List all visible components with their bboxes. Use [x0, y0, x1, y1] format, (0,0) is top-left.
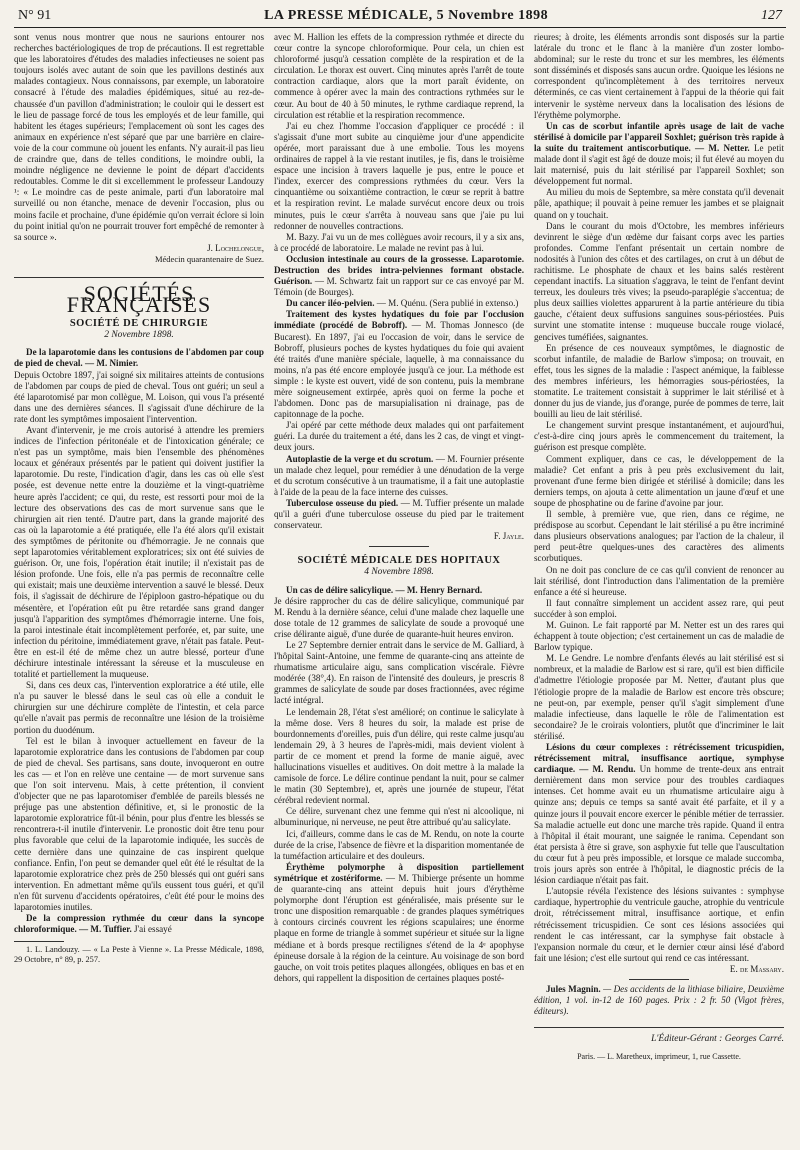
section-title: SOCIÉTÉS FRANÇAISES — [14, 277, 264, 310]
article-heading: De la laparotomie dans les contusions de l'abdomen par coup de pied de cheval. — [14, 347, 264, 369]
footnote: 1. L. Landouzy. — « La Peste à Vienne ». La Presse Médicale, 1898, 29 Octobre, n° 89, p. 257. — [14, 945, 264, 965]
article-heading: De la compression rythmée du cœur dans la syncope chloroformique. — [14, 913, 264, 935]
page-header — [14, 6, 786, 28]
column-3 — [534, 32, 784, 1142]
newspaper-page — [14, 6, 786, 1146]
paragraph-guinon: M. Guinon. Le fait rapporté par M. Netter est un des rares qui échappent à toute objection; c'est certainement un cas de maladie de Barlow typique. — [534, 619, 784, 653]
issue-number: N° 91 — [18, 8, 52, 23]
society-date-chirurgie: 2 Novembre 1898. — [104, 330, 174, 341]
article-occlusion — [274, 254, 524, 298]
paragraph: Ce délire, survenant chez une femme qui n'est ni alcoolique, ni albuminurique, ni nerveuse, ne peut être attribué qu'au salicylate. — [274, 806, 524, 828]
article-heading: Un cas de délire salicylique. — [286, 584, 394, 595]
article-author: — M. Nimier. — [82, 358, 139, 369]
article-text: — M. Schwartz fait un rapport sur ce cas envoyé par M. Témoin (de Bourges). — [274, 276, 524, 298]
columns — [14, 32, 786, 1142]
article-text: — M. Tuffier présente un malade qu'il a guéri d'une tuberculose osseuse du pied par le traitement conservateur. — [274, 497, 524, 531]
paragraph: avec M. Hallion les effets de la compression rythmée et directe du cœur contre la syncope chloroformique. Pour cela, un chien est chloroformé jusqu'à cessation complète de la respiration et de la circulation. Le thorax est ouvert. Cinq minutes après l'arrêt de toute contraction cardiaque, alors que la mort paraît évidente, on commence à opérer avec la main des contractions rythmées sur le cœur. Au bout de 40 à 50 minutes, le rythme cardiaque reprend, la circulation est rétablie et la respiration recommence. — [274, 32, 524, 120]
paragraph-bazy: M. Bazy. J'ai vu un de mes collègues avoir recours, il y a six ans, à ce procédé de laboratoire. Le malade ne revint pas à lui. — [274, 231, 524, 253]
paragraph: En présence de ces nouveaux symptômes, le diagnostic de scorbut infantile, de maladie de Barlow s'imposa; on trouvait, en effet, tous les signes de la maladie : l'aspect anémique, la faiblesse des membres inférieurs, les hémorragies sous-périostées, la stomatite. Le traitement consistait à supprimer le lait stérilisé et à donner du jus de viande, jus d'orange, purée de pommes de terre, lait bouilli au lieu de lait stérilisé. — [534, 342, 784, 420]
article-text: Un homme de trente-deux ans entrait dernièrement dans mon service pour des troubles cardiaques intenses. Cet homme avait eu un rhumatisme articulaire aigu à quinze ans; depuis ce temps sa santé avait été parfaite, et il y a quinze jours il pouvait encore exercer le pénible métier de terrassier. Sa maladie actuelle eut donc une marche très rapide. Quand il entra à l'hôpital il était mourant, une saignée le ranima. Cependant son état persista à être si grave, son asphyxie fut telle que l'auscultation du cœur fut à peu près impossible, et lorsque ce malade succomba, trois jours après son entrée à l'hôpital, le diagnostic précis de la lésion cardiaque n'était pas fait. — [534, 764, 784, 886]
article-heading: Un cas de scorbut infantile après usage de lait de vache stérilisé à domicile par l'appareil Soxhlet; guérison très rapide à la suite du traitement antiscorbutique. — [534, 120, 784, 153]
paragraph: Le changement survint presque instantanément, et aujourd'hui, c'est-à-dire cinq jours après le commencement du traitement, la guérison est presque complète. — [534, 420, 784, 453]
book-notice — [534, 984, 784, 1017]
column-1 — [14, 32, 264, 1142]
article-compression — [14, 913, 264, 935]
article-heading: Érythème polymorphe à disposition partiellement symétrique et zostériforme. — [274, 861, 524, 883]
divider — [369, 546, 429, 547]
paragraph: Dans le courant du mois d'Octobre, les membres inférieurs devinrent le siège d'un œdème dur faisant corps avec les parties profondes. Comme l'enfant présentait un certain nombre de nodosités à l'union des côtes et des cartilages, on crut à un début de rachitisme. Le phosphate de chaux et les bains salés restèrent cependant inactifs. La situation s'aggrava, le teint de l'enfant devint terreux, les douleurs très vives; la pseudo-paraplégie s'accentua; de plus deux saillies violettes apparurent à la partie antérieure du tibia gauche, c'étaient deux suffusions sanguines sous-périostées. Puis survint une stomatite intense : muqueuse buccale rouge violacé, gencives tuméfiées, saignantes. — [534, 220, 784, 342]
paragraph: J'ai opéré par cette méthode deux malades qui ont parfaitement guéri. La durée du traitement a été, dans les 2 cas, de vingt et vingt-deux jours. — [274, 420, 524, 453]
footnote-divider — [14, 941, 64, 942]
paragraph: Il semble, à première vue, que rien, dans ce régime, ne prédispose au scorbut. Cependant le lait stérilisé a pu être incriminé dans plusieurs observations analogues; par l'action de la chaleur, il perd peut-être quelques-unes des caractères des aliments scorbutiques. — [534, 509, 784, 564]
signature-lochelongue: J. Lochelongue, — [207, 242, 264, 253]
paragraph: Je désire rapprocher du cas de délire salicylique, communiqué par M. Rendu à la dernière séance, celui d'une malade chez laquelle une dose totale de 12 grammes de salicylate de soude a provoqué une crise délirante aiguë, d'une durée de quarante-huit heures environ. — [274, 595, 524, 639]
editor-line: L'Éditeur-Gérant : Georges Carré. — [534, 1027, 784, 1045]
divider — [629, 979, 689, 980]
article-tuberculose — [274, 498, 524, 531]
paragraph: Ici, d'ailleurs, comme dans le cas de M. Rendu, on note la courte durée de la crise, l'absence de fièvre et la disparition momentanée de la tuméfaction articulaire et des douleurs. — [274, 828, 524, 861]
article-heading: Autoplastie de la verge et du scrotum. — [286, 453, 434, 464]
article-coeur — [534, 742, 784, 886]
signature-massary: E. de Massary. — [729, 963, 784, 974]
article-text: J'ai essayé — [131, 924, 172, 935]
paragraph: Avant d'intervenir, je me crois autorisé à attendre les premiers indices de l'infection péritonéale et de l'intoxication générale; ce n'est pas un symptôme, mais bien l'ensemble des phénomènes locaux et généraux présentés par le patient qui doivent justifier la laparotomie. Du reste, l'indication d'agir, dans les cas où elle s'est posée, est devenue nette entre la douzième et la vingt-quatrième heure après l'accident; ce qui, du reste, est ressorti pour moi de la lecture des observations des cas de mort survenue sans que le chirurgien ait rien tenté. D'autre part, dans la grande majorité des cas où la laparotomie a été pratiquée, elle l'a été alors qu'il existait des symptômes de péritonite ou d'hémorragie. Je ne connais que sept laparotomies véritablement exploratrices; six ont été suivies de guérison. Or, une fois, l'opération était inutile; il n'existait pas de lésion profonde. Une fois, elle n'a pas permis de reconnaître celle qui existait; mais une deuxième intervention a sauvé le blessé. Deux fois, il s'agissait de déchirure de l'épiploon gastro-hépatique ou du mésentère, et l'opération eût pu être retardée sans grand danger jusqu'à l'apparition des symptômes d'hémorragie interne. Une fois, la paroi intestinale était incomplètement perforée, et, par suite, une infection du péritoine, immédiatement grave, n'était pas fatale. Peut-être en est-il été de même chez un autre blessé, porteur d'une déchirure intestinale intéressant la séreuse et la musculeuse en totalité et partiellement la muqueuse. — [14, 425, 264, 680]
paragraph: On ne doit pas conclure de ce cas qu'il convient de renoncer au lait stérilisé, dont l'introduction dans l'alimentation de la première enfance a été si heureuse. — [534, 564, 784, 597]
paragraph: Il faut connaître simplement un accident assez rare, qui peut succéder à son emploi. — [534, 597, 784, 619]
society-title-hopitaux: SOCIÉTÉ MÉDICALE DES HOPITAUX — [297, 555, 501, 567]
article-text: — M. Quénu. (Sera publié in extenso.) — [374, 298, 519, 309]
article-text: — M. Thibierge présente un homme de quarante-cinq ans atteint depuis huit jours d'érythème polymorphe dont l'éruption est généralisée, mais présente sur le tronc une disposition remarquable : de grandes plaques symétriques à contours circinés couvrent les régions scapulaires; une énorme plaque en forme de triangle à sommet supérieur et située sur la ligne médiane et à bords presque rectilignes s'étend de la 4ᵉ apophyse épineuse dorsale à la région de la ceinture. Au voisinage de son bord gauche, on voit trois petites plaques allongées, obliques en bas et en dehors, qui rappellent la disposition de certaines plaques posté- — [274, 872, 524, 983]
article-heading: Lésions du cœur complexes : rétrécissement tricuspidien, rétrécissement mitral, insuffisance aortique, symphyse cardiaque. — [534, 742, 784, 775]
article-erytheme — [274, 862, 524, 984]
journal-title: LA PRESSE MÉDICALE, 5 Novembre 1898 — [264, 8, 549, 23]
paragraph: Si, dans ces deux cas, l'intervention exploratrice a été utile, elle n'a pu sauver le blessé dans le seul cas où elle a conduit le chirurgien sur une déchirure complète de l'intestin, et cela parce qu'elle n'avait pas permis de reconnaître une lésion de la troisième portion du duodénum. — [14, 680, 264, 735]
paragraph: Le 27 Septembre dernier entrait dans le service de M. Galliard, à l'hôpital Saint-Antoine, une femme de quarante-cinq ans atteinte de rhumatisme articulaire aigu, sans complication viscérale. Fièvre modérée (38°,4). En raison de l'intensité des douleurs, je prescris 8 grammes de salicylate de soude par doses fractionnées, avec régime lacté intégral. — [274, 639, 524, 706]
printer-line: Paris. — L. Maretheux, imprimeur, 1, rue Cassette. — [577, 1052, 741, 1062]
column-2 — [274, 32, 524, 1142]
article-author: — M. Netter. — [690, 142, 750, 153]
society-date-hopitaux: 4 Novembre 1898. — [364, 567, 434, 578]
article-heading: Traitement des kystes hydatiques du foie par l'occlusion immédiate (procédé de Bobroff). — [274, 309, 524, 331]
paragraph: Comment expliquer, dans ce cas, le développement de la maladie? Cet enfant a pris à peu près exclusivement du lait, provenant d'une ferme bien dirigée et stérilisé à domicile; dans les derniers temps, on ajouta à cette alimentation un jaune d'œuf et une soupe de phosphatine ou de farine d'avoine par jour. — [534, 453, 784, 508]
page-number: 127 — [760, 8, 782, 23]
article-scorbut — [534, 121, 784, 188]
article-author: — M. Henry Bernard. — [393, 584, 483, 595]
article-kystes — [274, 309, 524, 420]
article-autoplastie — [274, 454, 524, 498]
paragraph: L'autopsie révéla l'existence des lésions suivantes : symphyse cardiaque, hypertrophie du ventricule gauche, atrophie du ventricule droit, rétrécissement mitral, insuffisance aortique, et enfin rétrécissement tricuspidien. Ce sont ces lésions associées qui rendent le cas intéressant, car la symphyse fait obstacle à l'expansion normale du cœur, et le dernier cœur ainsi lésé d'abord fait une lésion; c'est elle surtout qui rend ce cas intéressant. — [534, 886, 784, 963]
signature-jayle: F. Jayle. — [493, 531, 524, 542]
paragraph: Le lendemain 28, l'état s'est amélioré; on continue le salicylate à la même dose. Vers 8 heures du soir, la malade est prise de bourdonnements d'oreilles, puis d'un délire, qui reste calme jusqu'au lendemain 29, à 3 heures de l'après-midi, mais devient violent à partir de ce moment et prend la forme de manie aiguë, avec hallucinations visuelles et auditives. On doit mettre à la malade la camisole de force. Le délire continue pendant la nuit, pour se calmer le matin (30 Septembre), et, après une journée de stupeur, l'état cérébral redevient normal. — [274, 706, 524, 806]
society-title-chirurgie: SOCIÉTÉ DE CHIRURGIE — [69, 318, 209, 330]
article-cancer — [274, 298, 524, 309]
article-heading: Du cancer iléo-pelvien. — [286, 298, 375, 309]
article-text: — M. Fournier présente un malade chez lequel, pour remédier à une dénudation de la verge et du scrotum consécutive à un traumatisme, il a fait une autoplastie à l'aide de la peau de la face interne des cuisses. — [274, 453, 524, 497]
article-author: — M. Tuffier. — [76, 924, 132, 935]
paragraph-legendre: M. Le Gendre. Le nombre d'enfants élevés au lait stérilisé est si nombreux, et la maladie de Barlow est si rare, qu'il est bien difficile d'admettre l'étiologie proposée par M. Netter, d'autant plus que l'étiologie propre de la maladie de Barlow est encore très obscure; ne peut-on, par exemple, penser qu'il s'agit simplement d'une maladie infectieuse, dans laquelle le rôle de l'alimentation est secondaire? Je le croirais volontiers, plutôt que d'incriminer le lait stérilisé. — [534, 653, 784, 741]
article-text: Le petit malade dont il s'agit est âgé de douze mois; il fut élevé au moyen du lait maternisé, puis du lait stérilisé par l'appareil Soxhlet; son développement fut normal. — [534, 142, 784, 187]
article-laparotomie — [14, 347, 264, 369]
article-text: — M. Thomas Jonnesco (de Bucarest). En 1897, j'ai eu l'occasion de voir, dans le service de Bobroff, plusieurs poches de kystes hydatiques du foie qui avaient été traités d'une manière spéciale, laquelle, à ma connaissance du moins, n'a pas été encore employée jusqu'à ce jour. La méthode est simple : le kyste est ouvert, vidé de son contenu, puis la membrane mère soigneusement extirpée, après quoi on ferme la poche et l'abdomen. Donc pas de marsupialisation ni drainage, pas de capitonnage de la poche. — [274, 320, 524, 420]
paragraph: Depuis Octobre 1897, j'ai soigné six militaires atteints de contusions de l'abdomen par coups de pied de cheval. Tous ont guéri; un seul a été laparotomisé par mon collègue, M. Loison, qui vous l'a présenté dans une des dernières séances. Il s'agissait d'une déchirure de la rate dont les symptômes imposaient l'intervention. — [14, 369, 264, 424]
paragraph: Au milieu du mois de Septembre, sa mère constata qu'il devenait pâle, apathique; il pouvait à peine remuer les jambes et se plaignait quand on y touchait. — [534, 187, 784, 220]
article-author: — M. Rendu. — [575, 764, 636, 775]
paragraph: Tel est le bilan à invoquer actuellement en faveur de la laparotomie exploratrice dans les contusions de l'abdomen par coup de pied de cheval. Ses partisans, sans doute, invoqueront en outre les cas — et l'on en relève une centaine — de mort survenue sans que l'on soit intervenu. Mais, à cette prétention, il convient d'objecter que ne pas laparotomiser d'emblée de pareils blessés ne préjuge pas une abstention définitive, et, si le pronostic de la laparotomie exploratrice fût-il bénin, pour plus d'entre les blessés se rencontrera-t-il inutile d'intervenir. Le pronostic doit être tenu pour plus favorable que celui de la laparotomie indiquée, les succès de cette dernière dans une quinzaine de cas inspirent quelque confiance. Enfin, l'on peut se demander quel eût été le résultat de la laparotomie exploratrice chez près de 250 blessés qui ont guéri sans intervention. En admettant même qu'ils eussent tous guéri, et qu'il n'en fût survenu d'accidents opératoires, c'eût été pour le moins des laparotomies inutiles. — [14, 735, 264, 913]
book-author: Jules Magnin. — [546, 983, 601, 994]
article-delire — [274, 585, 524, 596]
article-heading: Occlusion intestinale au cours de la grossesse. Laparotomie. Destruction des brides intra-pelviennes formant obstacle. Guérison. — [274, 253, 524, 287]
book-text: — Des accidents de la lithiase biliaire, Deuxième édition, 1 vol. in-12 de 160 pages. Prix : 2 fr. 50 (Vigot frères, éditeurs). — [534, 983, 784, 1017]
intro-text: sont venus nous montrer que nous ne saurions entourer nos recherches bactériologiques de trop de précautions. Il est regrettable que les laboratoires d'études des maladies infectieuses ne soient pas toujours isolés avec autant de soin que les pavillons destinés aux malades contagieux. Nous connaissons, par exemple, un laboratoire consacré à l'étude des maladies épidémiques, situé au rez-de-chaussée d'un pavillon d'administration; le couloir qui le dessert est le lieu de passage forcé de tous les employés et de leur famille, qui habitent les étages supérieurs; l'emplacement où sont les cages des animaux en expérience n'est séparé que par une barrière en claire-voie de la cour commune où jouent les enfants. N'y aurait-il pas lieu de craindre que, dans de telles conditions, le moindre oubli, la moindre négligence ne devienne le point de départ d'accidents redoutables. Comme le dit si excellemment le professeur Landouzy ¹: « Le moindre cas de peste animale, parti d'un laboratoire mal surveillé ou non étanche, menace de devenir l'occasion, plus ou moins facile et prochaine, d'une épidémie qu'on verrait éclore si loin du point initial qu'on ne pourrait trouver fort empêché de remonter à sa source ». — [14, 32, 264, 242]
paragraph: J'ai eu chez l'homme l'occasion d'appliquer ce procédé : il s'agissait d'une mort subite au cinquième jour d'une appendicite opérée, mort paraissant due à une embolie. Tous les moyens ordinaires de rappel à la vie restant inutiles, je fis, dans le troisième espace une incision à travers laquelle je pus, entre le pouce et l'index, exercer des compressions rythmées du cœur. Vers la cinquantième ou soixantième contraction, le cœur se reprit à battre et la respiration revint. Le malade survécut encore deux ou trois minutes, puis le cœur s'arrêta à nouveau sans que j'aie pu lui redonner de nouvelles contractions. — [274, 120, 524, 231]
article-heading: Tuberculose osseuse du pied. — [286, 497, 399, 508]
paragraph: rieures; à droite, les éléments arrondis sont disposés sur la partie latérale du tronc et le flanc à la manière d'un zoster lombo-abdominal; sur le reste du tronc et sur les membres, les éléments sont disséminés et disposés sans aucun ordre. Quoique les lésions ne correspondent qu'incomplètement à des territoires nerveux déterminés, ce cas vient certainement à l'appui de la théorie qui fait intervenir le système nerveux dans la localisation des lésions de l'érythème polymorphe. — [534, 32, 784, 120]
signature-role: Médecin quarantenaire de Suez. — [154, 253, 264, 264]
